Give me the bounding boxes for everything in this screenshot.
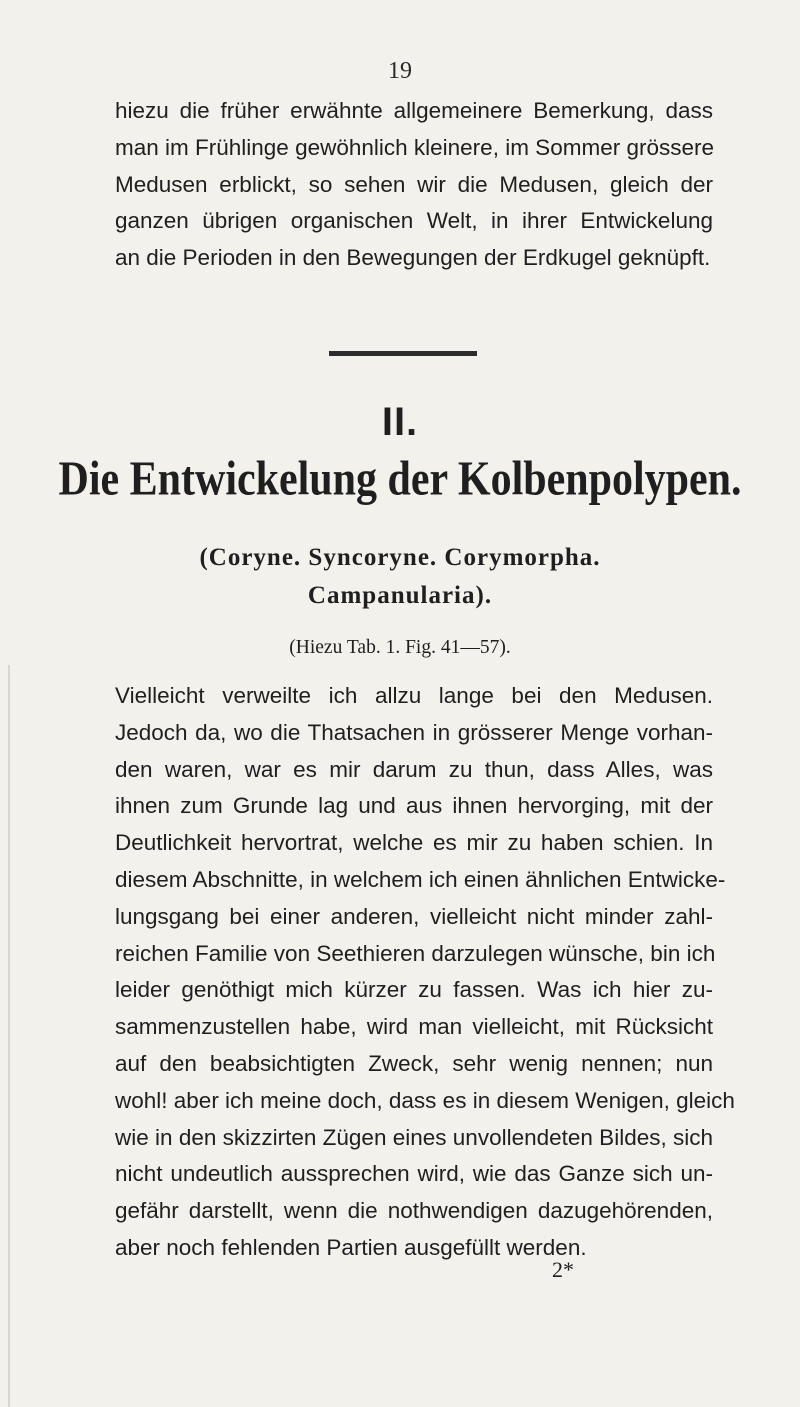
section-title: Die Entwickelung der Kolbenpolypen. xyxy=(58,453,742,507)
page-edge-shadow xyxy=(8,665,10,1407)
intro-line: Medusen erblickt, so sehen wir die Medusen, gleich der xyxy=(115,171,713,197)
body-line: diesem Abschnitte, in welchem ich einen ähnlichen Entwicke- xyxy=(115,866,726,892)
intro-paragraph xyxy=(115,93,713,277)
figure-reference: (Hiezu Tab. 1. Fig. 41—57). xyxy=(289,637,511,658)
body-line: Deutlichkeit hervortrat, welche es mir zu haben schien. In xyxy=(115,830,713,856)
intro-line: an die Perioden in den Bewegungen der Erdkugel geknüpft. xyxy=(115,245,711,271)
intro-line: ganzen übrigen organischen Welt, in ihrer Entwickelung xyxy=(115,208,713,234)
body-line: aber noch fehlenden Partien ausgefüllt werden. xyxy=(115,1234,587,1260)
body-line: wie in den skizzirten Zügen eines unvollendeten Bildes, sich xyxy=(115,1124,713,1150)
page-number: 19 xyxy=(388,58,412,84)
section-number: II. xyxy=(381,400,419,444)
body-line: wohl! aber ich meine doch, dass es in diesem Wenigen, gleich xyxy=(115,1087,735,1113)
signature-mark: 2* xyxy=(552,1257,574,1282)
intro-line: hiezu die früher erwähnte allgemeinere Bemerkung, dass xyxy=(115,98,713,123)
section-subtitle-line2: Campanularia). xyxy=(307,582,493,609)
body-line: den waren, war es mir darum zu thun, dass Alles, was xyxy=(115,756,713,782)
body-line: nicht undeutlich aussprechen wird, wie das Ganze sich un- xyxy=(115,1161,713,1187)
body-paragraph xyxy=(115,678,735,1267)
body-line: sammenzustellen habe, wird man vielleicht, mit Rücksicht xyxy=(115,1014,713,1040)
body-line: Jedoch da, wo die Thatsachen in grösserer Menge vorhan- xyxy=(115,719,713,745)
intro-line: man im Frühlinge gewöhnlich kleinere, im Sommer grössere xyxy=(115,134,714,160)
body-line: leider genöthigt mich kürzer zu fassen. Was ich hier zu- xyxy=(115,977,713,1003)
section-divider xyxy=(329,351,477,356)
section-subtitle-line1: (Coryne. Syncoryne. Corymorpha. xyxy=(199,544,601,571)
body-line: gefähr darstellt, wenn die nothwendigen dazugehörenden, xyxy=(115,1198,713,1224)
body-line: lungsgang bei einer anderen, vielleicht nicht minder zahl- xyxy=(115,903,713,929)
body-line: Vielleicht verweilte ich allzu lange bei den Medusen. xyxy=(115,683,713,708)
body-line: ihnen zum Grunde lag und aus ihnen hervorging, mit der xyxy=(115,793,713,819)
body-line: reichen Familie von Seethieren darzulegen wünsche, bin ich xyxy=(115,940,716,966)
body-line: auf den beabsichtigten Zweck, sehr wenig nennen; nun xyxy=(115,1050,713,1076)
